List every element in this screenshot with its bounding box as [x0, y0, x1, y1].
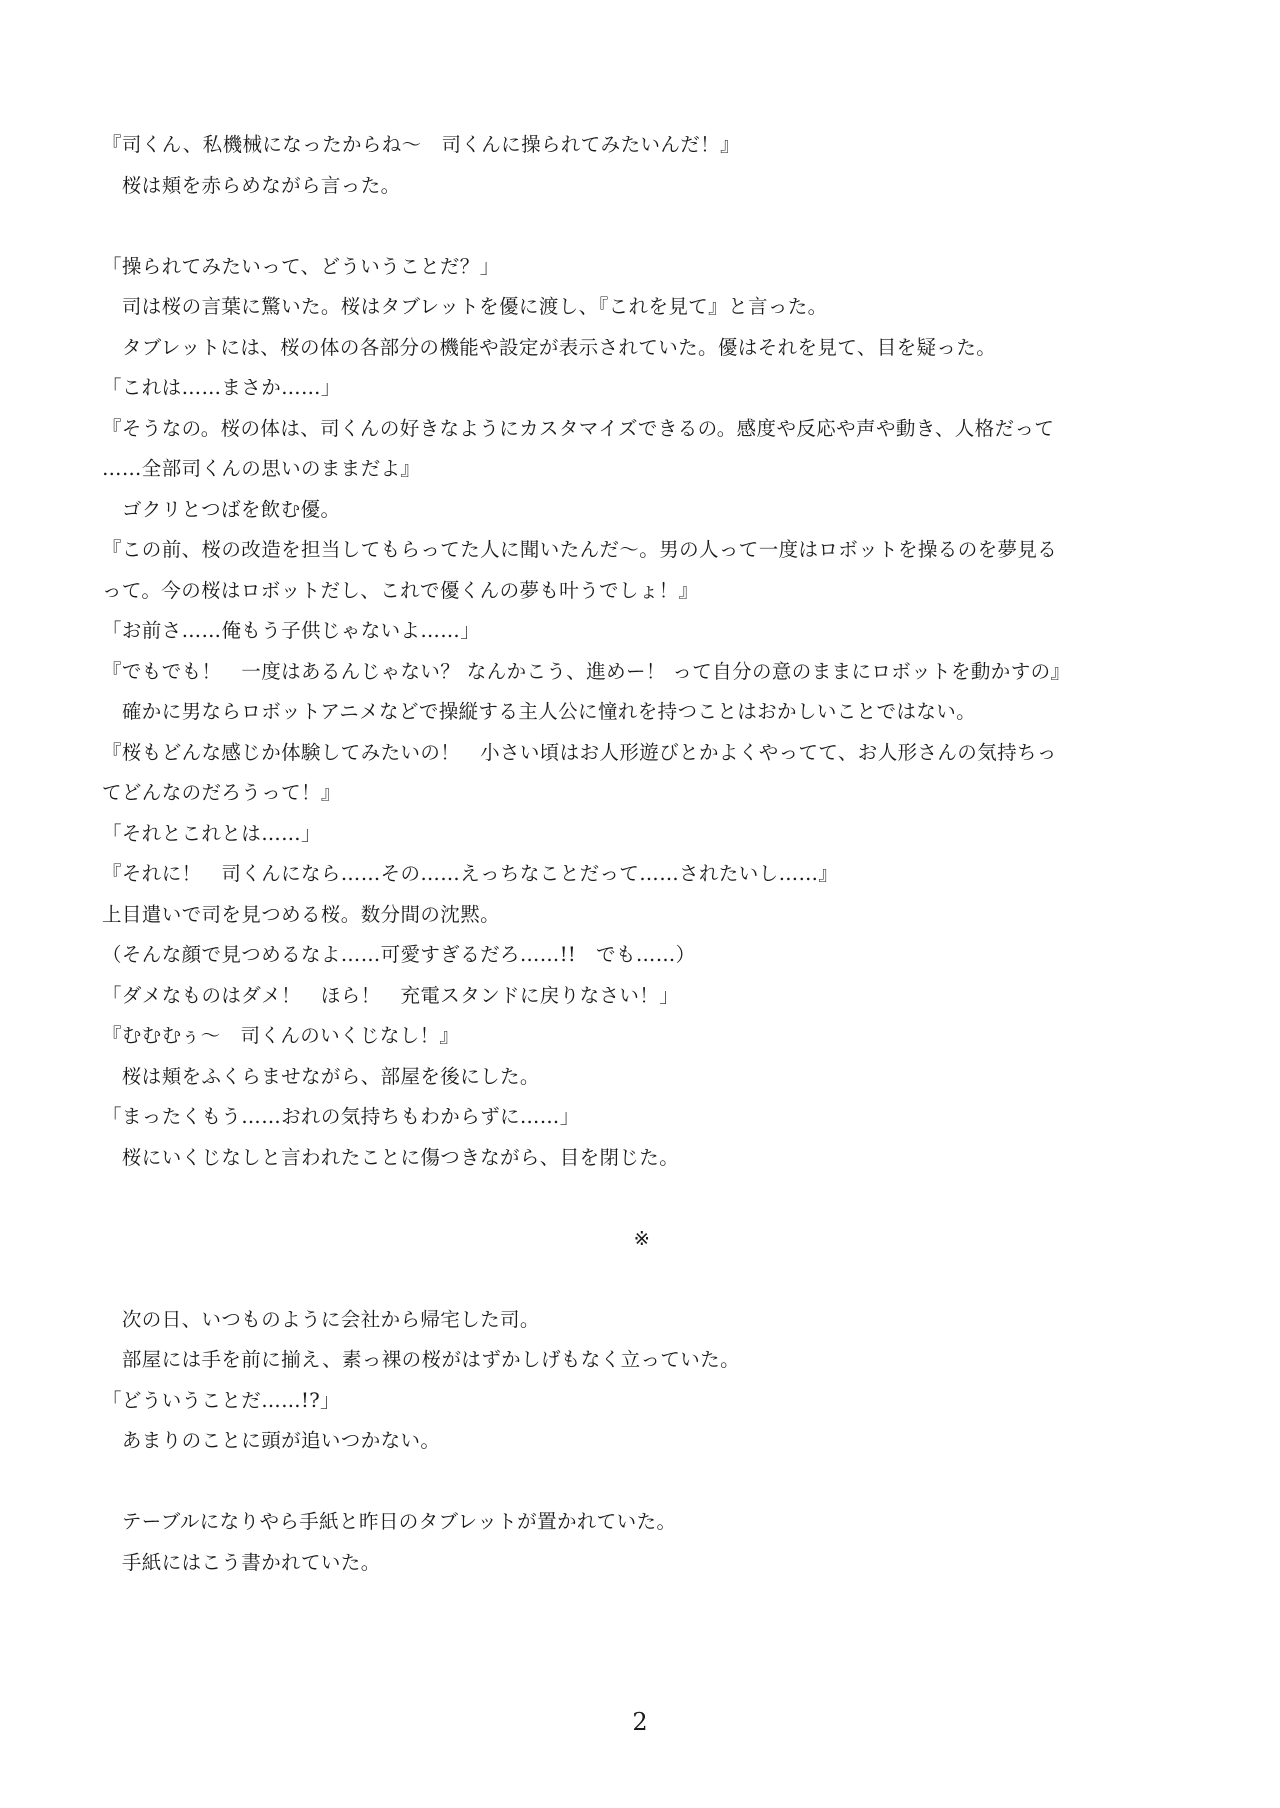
text-line: 桜は頬をふくらませながら、部屋を後にした。 [102, 1064, 540, 1088]
text-line: 「お前さ……俺もう子供じゃないよ……」 [102, 619, 481, 642]
text-line: 司は桜の言葉に驚いた。桜はタブレットを優に渡し、『これを見て』と言った。 [102, 295, 828, 318]
text-line: 『でもでも！ 一度はあるんじゃない？ なんかこう、進めー！ って自分の意のままにロボットを動かすの』 [102, 659, 1071, 683]
text-line: 桜は頬を赤らめながら言った。 [102, 173, 401, 197]
text-line: （そんな顔で見つめるなよ……可愛すぎるだろ……!! でも……） [102, 943, 696, 966]
text-line: 『それに！ 司くんになら……その……えっちなことだって……されたいし……』 [102, 862, 839, 885]
text-line: って。今の桜はロボットだし、これで優くんの夢も叶うでしょ！』 [102, 578, 699, 602]
text-line: 『むむむぅ〜 司くんのいくじなし！』 [102, 1024, 460, 1047]
text-line: 「まったくもう……おれの気持ちもわからずに……」 [102, 1105, 580, 1128]
text-line: 部屋には手を前に揃え、素っ裸の桜がはずかしげもなく立っていた。 [102, 1348, 740, 1371]
text-line: 『この前、桜の改造を担当してもらってた人に聞いたんだ〜。男の人って一度はロボットを操るのを夢見る [102, 538, 1058, 561]
blank-line [102, 1178, 1182, 1219]
text-line: 桜にいくじなしと言われたことに傷つきながら、目を閉じた。 [102, 1145, 680, 1169]
text-line: 次の日、いつものように会社から帰宅した司。 [102, 1307, 540, 1331]
body-text [102, 125, 1182, 1583]
text-line: 確かに男ならロボットアニメなどで操縦する主人公に憧れを持つことはおかしいことではない。 [102, 700, 977, 723]
text-line: ……全部司くんの思いのままだよ』 [102, 457, 421, 480]
text-line: 「操られてみたいって、どういうことだ？」 [102, 254, 500, 278]
text-line: 『桜もどんな感じか体験してみたいの！ 小さい頃はお人形遊びとかよくやってて、お人形さんの気持ちっ [102, 740, 1057, 764]
text-line: 「これは……まさか……」 [102, 376, 341, 399]
text-line: ゴクリとつばを飲む優。 [102, 497, 341, 521]
text-line: 「ダメなものはダメ！ ほら！ 充電スタンドに戻りなさい！」 [102, 983, 680, 1007]
text-line: 「それとこれとは……」 [102, 821, 321, 845]
section-break-mark: ※ [633, 1226, 651, 1250]
text-line: タブレットには、桜の体の各部分の機能や設定が表示されていた。優はそれを見て、目を疑った。 [102, 335, 997, 359]
text-line: 『司くん、私機械になったからね〜 司くんに操られてみたいんだ！』 [102, 133, 740, 156]
blank-line [102, 1462, 1182, 1503]
blank-line [102, 1259, 1182, 1300]
text-line: 手紙にはこう書かれていた。 [102, 1550, 381, 1574]
text-line: 『そうなの。桜の体は、司くんの好きなようにカスタマイズできるの。感度や反応や声や動き、人格だって [102, 416, 1055, 440]
text-line: テーブルになりやら手紙と昨日のタブレットが置かれていた。 [102, 1510, 677, 1533]
text-line: あまりのことに頭が追いつかない。 [102, 1429, 441, 1452]
page-number: 2 [632, 1708, 648, 1736]
blank-line [102, 206, 1182, 247]
text-line: てどんなのだろうって！』 [102, 781, 341, 804]
text-line: 「どういうことだ……!?」 [102, 1388, 340, 1412]
text-line: 上目遣いで司を見つめる桜。数分間の沈黙。 [102, 902, 501, 926]
